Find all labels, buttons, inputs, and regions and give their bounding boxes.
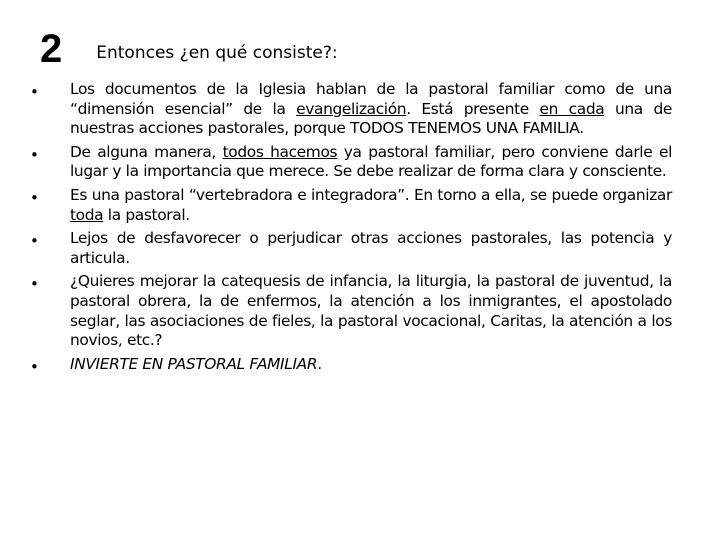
bullet-list [30, 80, 672, 378]
list-item-text [70, 80, 672, 139]
bullet-icon: • [30, 83, 39, 101]
list-item [30, 229, 672, 268]
slide-number: 2 [40, 27, 63, 71]
text-segment: ¿Quieres mejorar la catequesis de infancia, la liturgia, la pastoral de juventud, la pastoral obrera, la de enfermos, la atención a los inmigrantes, el apostolado seglar, las asociaciones de fieles, la pastoral vocacional, Caritas, la atención a los novios, etc.? [70, 272, 672, 350]
text-segment: De alguna manera, [70, 142, 223, 161]
underlined-phrase-en-cada: en cada [539, 99, 605, 118]
bullet-icon: • [30, 145, 39, 164]
text-segment: ya pastoral familiar, pero conviene darle el lugar y la importancia que merece. Se debe realizar de forma clara y consciente. [70, 142, 672, 181]
list-item [30, 80, 672, 139]
list-item [30, 355, 672, 375]
text-segment: Lejos de desfavorecer o perjudicar otras acciones pastorales, las potencia y articula. [70, 229, 672, 267]
bullet-icon: • [30, 188, 39, 207]
text-segment: . Está presente [406, 99, 540, 118]
bullet-icon: • [30, 232, 39, 251]
text-segment: una de nuestras acciones pastorales, porque TODOS TENEMOS UNA FAMILIA. [70, 99, 672, 138]
italic-phrase-invierte: INVIERTE EN PASTORAL FAMILIAR [70, 354, 318, 373]
text-segment: Los documentos de la Iglesia hablan de la pastoral familiar como de una “dimensión esencial” de la [70, 80, 672, 118]
list-item-text [70, 355, 672, 375]
text-segment: la pastoral. [103, 205, 190, 224]
list-item-text [70, 186, 672, 225]
text-segment: Es una pastoral “vertebradora e integradora”. En torno a ella, se puede organizar [70, 185, 672, 204]
text-segment: . [317, 354, 322, 373]
bullet-icon: • [30, 357, 39, 376]
slide-header [40, 24, 338, 74]
list-item [30, 186, 672, 225]
list-item [30, 143, 672, 182]
list-item-text [70, 143, 672, 182]
underlined-phrase-todos-hacemos: todos hacemos [222, 142, 338, 161]
slide-title: Entonces ¿en qué consiste?: [96, 43, 338, 63]
list-item-text [70, 229, 672, 268]
underlined-word-toda: toda [70, 205, 104, 224]
bullet-icon: • [30, 275, 39, 294]
list-item [30, 272, 672, 350]
underlined-word-evangelizacion: evangelización [296, 99, 407, 118]
list-item-text [70, 272, 672, 350]
